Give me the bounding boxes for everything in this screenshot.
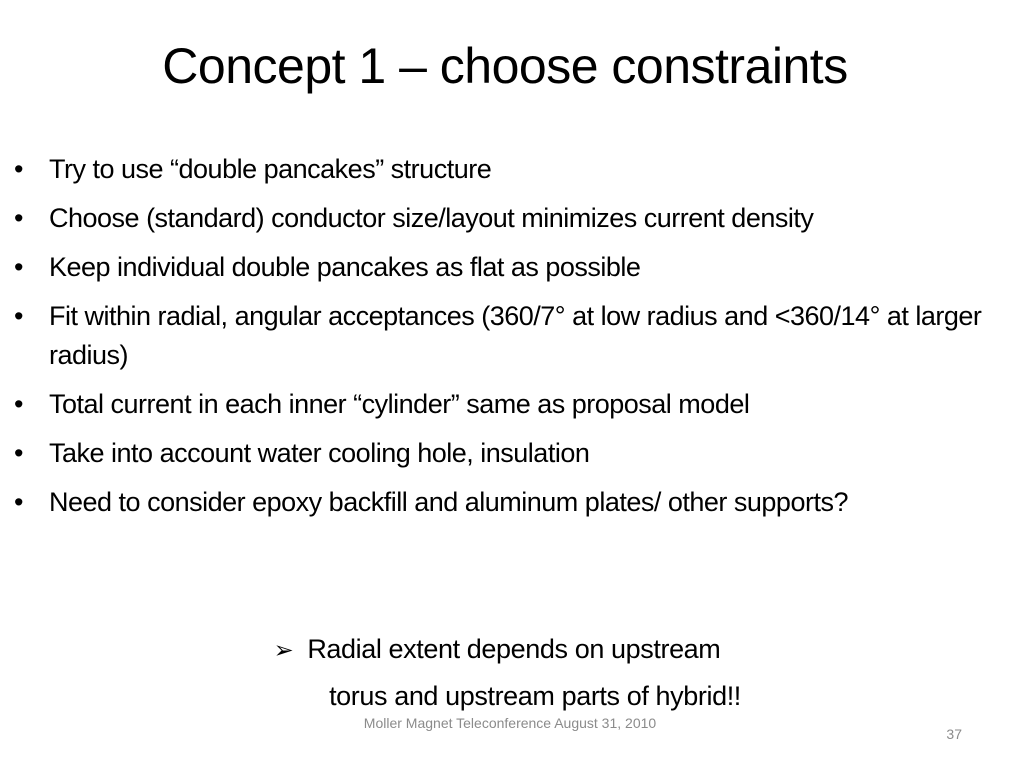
list-item	[14, 483, 999, 522]
bullet-text: Take into account water cooling hole, insulation	[49, 438, 590, 468]
bullet-text: Need to consider epoxy backfill and aluminum plates/ other supports?	[49, 487, 848, 517]
bullet-icon: •	[14, 487, 23, 517]
list-item	[14, 385, 999, 424]
conclusion-note	[0, 626, 1024, 719]
bullet-text: Choose (standard) conductor size/layout minimizes current density	[49, 203, 814, 233]
bullet-list	[14, 150, 999, 532]
bullet-text: Keep individual double pancakes as flat as possible	[49, 252, 641, 282]
arrow-bullet-icon: ➢	[273, 636, 294, 664]
bullet-icon: •	[14, 438, 23, 468]
page-number: 37	[946, 726, 962, 742]
note-text-line-2: torus and upstream parts of hybrid!!	[329, 681, 741, 711]
bullet-icon: •	[14, 154, 23, 184]
list-item	[14, 150, 999, 189]
slide-title: Concept 1 – choose constraints	[162, 38, 848, 94]
list-item	[14, 199, 999, 238]
bullet-icon: •	[14, 203, 23, 233]
bullet-icon: •	[14, 252, 23, 282]
list-item	[14, 434, 999, 473]
note-line-1	[0, 626, 1024, 673]
bullet-icon: •	[14, 389, 23, 419]
note-text-line-1: Radial extent depends on upstream	[307, 634, 721, 664]
list-item	[14, 248, 999, 287]
list-item	[14, 297, 999, 375]
bullet-icon: •	[14, 301, 23, 331]
bullet-text: Try to use “double pancakes” structure	[49, 154, 492, 184]
bullet-text: Total current in each inner “cylinder” same as proposal model	[49, 389, 750, 419]
slide-footer: Moller Magnet Teleconference August 31, 2010	[363, 715, 657, 731]
bullet-text: Fit within radial, angular acceptances (360/7° at low radius and <360/14° at larger radius)	[49, 301, 982, 370]
